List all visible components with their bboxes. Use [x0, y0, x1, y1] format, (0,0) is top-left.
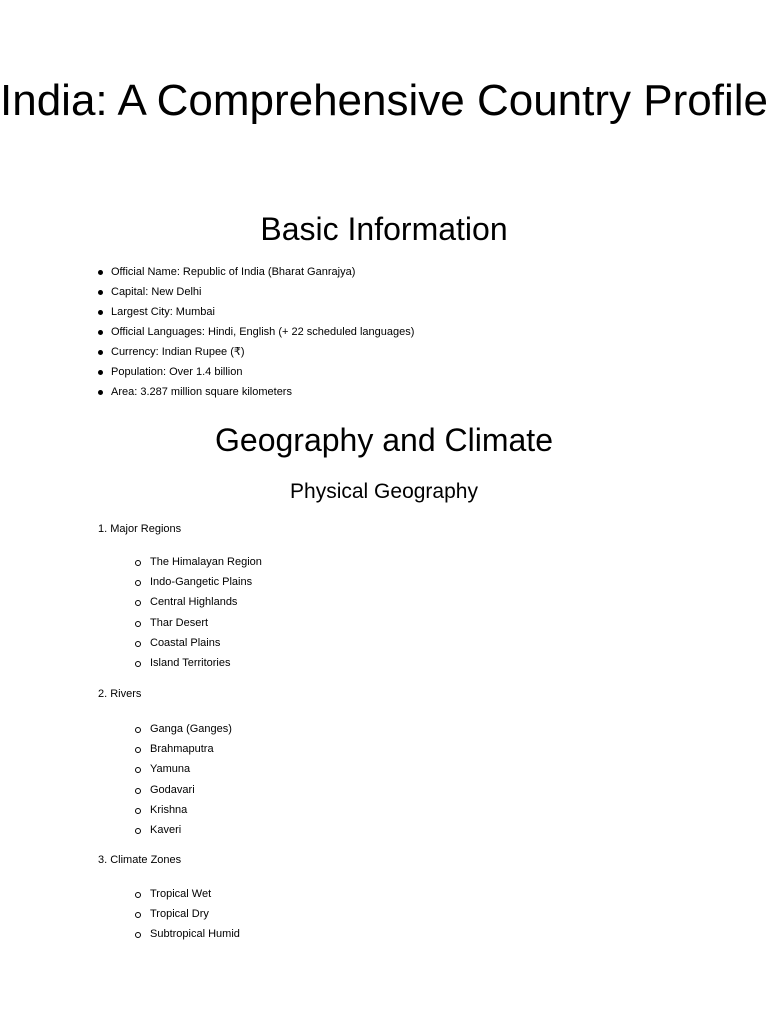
- list-item: Island Territories: [150, 653, 262, 673]
- bullet-icon: [135, 912, 141, 918]
- list-item: Ganga (Ganges): [150, 719, 232, 739]
- list-item: Currency: Indian Rupee (₹): [111, 342, 414, 362]
- bullet-icon: [135, 661, 141, 667]
- bullet-icon: [135, 932, 141, 938]
- bullet-icon: [135, 580, 141, 586]
- list-item: Kaveri: [150, 820, 232, 840]
- list-item: Subtropical Humid: [150, 924, 240, 944]
- bullet-icon: [135, 747, 141, 753]
- list-item: Central Highlands: [150, 592, 262, 612]
- bullet-icon: [98, 370, 103, 375]
- list-item: Brahmaputra: [150, 739, 232, 759]
- bullet-icon: [135, 892, 141, 898]
- bullet-icon: [135, 727, 141, 733]
- bullet-icon: [98, 290, 103, 295]
- bullet-icon: [135, 808, 141, 814]
- basic-information-list: [111, 262, 414, 402]
- bullet-icon: [135, 560, 141, 566]
- list-item: Population: Over 1.4 billion: [111, 362, 414, 382]
- physical-geography-heading: Physical Geography: [290, 480, 478, 503]
- major-regions-list: [150, 552, 262, 673]
- list-item: Area: 3.287 million square kilometers: [111, 382, 414, 402]
- list-item: Krishna: [150, 800, 232, 820]
- list-item: The Himalayan Region: [150, 552, 262, 572]
- climate-zones-label: 3. Climate Zones: [98, 854, 182, 866]
- list-item: Coastal Plains: [150, 633, 262, 653]
- list-item: Tropical Wet: [150, 884, 240, 904]
- bullet-icon: [135, 641, 141, 647]
- list-item: Yamuna: [150, 759, 232, 779]
- bullet-icon: [135, 828, 141, 834]
- list-item: Tropical Dry: [150, 904, 240, 924]
- bullet-icon: [98, 390, 103, 395]
- list-item: Godavari: [150, 780, 232, 800]
- bullet-icon: [98, 270, 103, 275]
- basic-information-heading: Basic Information: [260, 211, 508, 247]
- rivers-label: 2. Rivers: [98, 688, 142, 700]
- bullet-icon: [98, 350, 103, 355]
- list-item: Indo-Gangetic Plains: [150, 572, 262, 592]
- list-item: Thar Desert: [150, 613, 262, 633]
- rivers-list: [150, 719, 232, 840]
- list-item: Official Languages: Hindi, English (+ 22 scheduled languages): [111, 322, 414, 342]
- list-item: Largest City: Mumbai: [111, 302, 414, 322]
- climate-zones-list: [150, 884, 240, 945]
- bullet-icon: [135, 621, 141, 627]
- bullet-icon: [98, 310, 103, 315]
- page-title: India: A Comprehensive Country Profile: [0, 76, 768, 125]
- list-item: Official Name: Republic of India (Bharat Ganrajya): [111, 262, 414, 282]
- bullet-icon: [135, 600, 141, 606]
- bullet-icon: [98, 330, 103, 335]
- geography-climate-heading: Geography and Climate: [215, 422, 553, 458]
- bullet-icon: [135, 788, 141, 794]
- bullet-icon: [135, 767, 141, 773]
- list-item: Capital: New Delhi: [111, 282, 414, 302]
- major-regions-label: 1. Major Regions: [98, 523, 182, 535]
